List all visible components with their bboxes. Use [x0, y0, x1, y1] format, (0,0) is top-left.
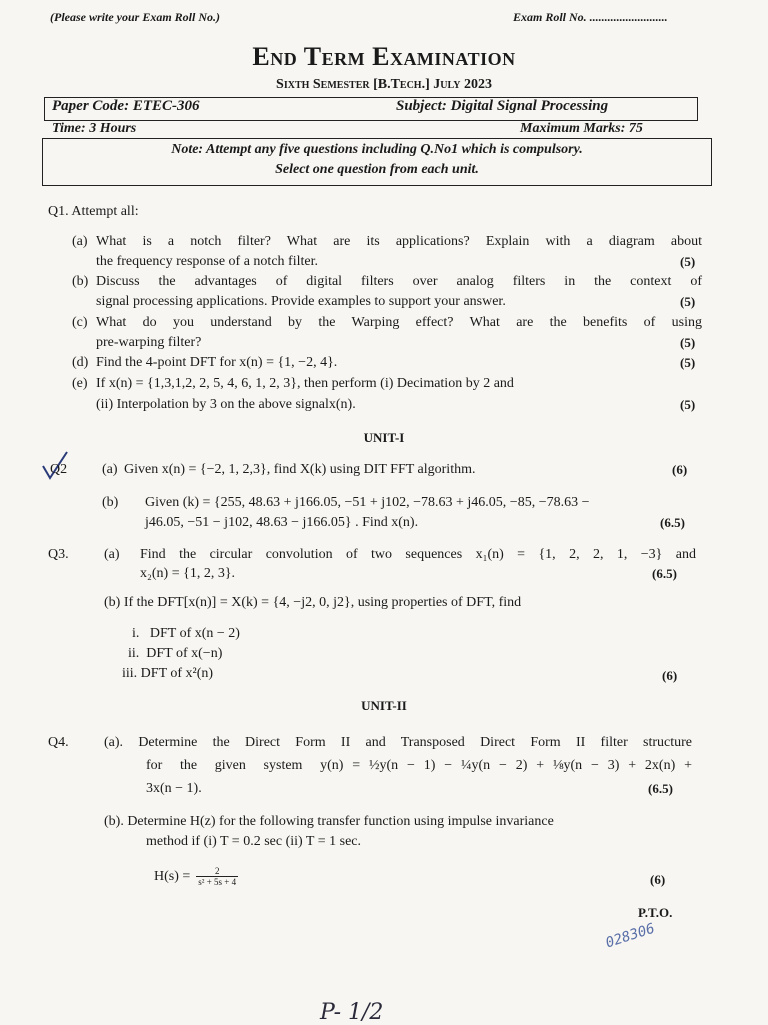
q1c-line2: pre-warping filter? [96, 335, 202, 350]
q3a-line2: x₂(n) = {1, 2, 3}. [140, 566, 236, 581]
subject: Subject: Digital Signal Processing [396, 98, 609, 114]
q3b-iii: iii. DFT of x²(n) [122, 666, 214, 681]
unit-1-heading: UNIT-I [363, 430, 405, 445]
q4b-marks: (6) [650, 872, 666, 887]
q1b-line2: signal processing applications. Provide examples to support your answer. [96, 294, 506, 309]
q2b-line2: j46.05, −51 − j102, 48.63 − j166.05} . Find x(n). [145, 515, 419, 530]
roll-number-field: Exam Roll No. .......................... [513, 10, 668, 24]
q3a-marks: (6.5) [652, 566, 677, 581]
transfer-function [154, 866, 238, 887]
exam-subtitle: Sixth Semester [B.Tech.] July 2023 [276, 77, 492, 92]
q4a-line3: 3x(n − 1). [146, 781, 202, 796]
q1d-line1: Find the 4-point DFT for x(n) = {1, −2, 4}. [96, 355, 338, 370]
q1e-tag: (e) [72, 376, 88, 391]
handwritten-serial: 028306 [603, 920, 657, 952]
hs-denominator: s² + 5s + 4 [198, 877, 237, 887]
hs-numerator: 2 [214, 866, 220, 876]
q3b-line1: (b) If the DFT[x(n)] = X(k) = {4, −j2, 0, j2}, using properties of DFT, find [104, 595, 522, 610]
paper-code: Paper Code: ETEC-306 [52, 98, 200, 114]
q1b-marks: (5) [680, 294, 696, 309]
pto-label: P.T.O. [638, 905, 673, 920]
roll-instruction: (Please write your Exam Roll No.) [50, 10, 220, 24]
q1e-line2: (ii) Interpolation by 3 on the above signalx(n). [96, 397, 356, 412]
q4-label: Q4. [48, 735, 69, 750]
q1c-line1: What do you understand by the Warping effect? What are the benefits of using [96, 315, 702, 330]
q1d-marks: (5) [680, 355, 696, 370]
note-line-1: Note: Attempt any five questions including Q.No1 which is compulsory. [171, 142, 583, 157]
q2b-tag: (b) [102, 495, 119, 510]
q1a-line1: What is a notch filter? What are its applications? Explain with a diagram about [96, 234, 702, 249]
q1e-marks: (5) [680, 397, 696, 412]
q1a-line2: the frequency response of a notch filter. [96, 254, 318, 269]
q3b-ii: ii. DFT of x(−n) [128, 646, 223, 661]
q1b-tag: (b) [72, 274, 89, 289]
q1b-line1: Discuss the advantages of digital filters over analog filters in the context of [96, 274, 702, 289]
q2a-tag: (a) [102, 462, 118, 477]
q2a-text: Given x(n) = {−2, 1, 2,3}, find X(k) using DIT FFT algorithm. [124, 462, 476, 477]
q3-label: Q3. [48, 547, 69, 562]
hs-fraction [196, 866, 238, 887]
q2a-marks: (6) [672, 462, 688, 477]
q3a-line1: Find the circular convolution of two sequences x₁(n) = {1, 2, 2, 1, −3} and [140, 547, 696, 562]
q4a-marks: (6.5) [648, 781, 673, 796]
page-mark: P- 1/2 [320, 1000, 384, 1025]
q4a-line1: (a). Determine the Direct Form II and Transposed Direct Form II filter structure [104, 735, 692, 750]
q3a-tag: (a) [104, 547, 120, 562]
note-line-2: Select one question from each unit. [275, 162, 479, 177]
q1e-line1: If x(n) = {1,3,1,2, 2, 5, 4, 6, 1, 2, 3}, then perform (i) Decimation by 2 and [96, 376, 514, 391]
q4b-line2: method if (i) T = 0.2 sec (ii) T = 1 sec. [146, 834, 361, 849]
hs-lhs: H(s) = [154, 868, 191, 884]
q2b-line1: Given (k) = {255, 48.63 + j166.05, −51 + j102, −78.63 + j46.05, −85, −78.63 − [145, 495, 590, 510]
q1a-marks: (5) [680, 254, 696, 269]
q2b-marks: (6.5) [660, 515, 685, 530]
q1a-tag: (a) [72, 234, 88, 249]
unit-2-heading: UNIT-II [361, 698, 407, 713]
exam-title: End Term Examination [252, 42, 516, 71]
time-allowed: Time: 3 Hours [52, 121, 137, 136]
q3b-i: i. DFT of x(n − 2) [132, 626, 240, 641]
q1c-tag: (c) [72, 315, 88, 330]
q1c-marks: (5) [680, 335, 696, 350]
q2-label: Q2 [50, 462, 68, 477]
q4b-line1: (b). Determine H(z) for the following transfer function using impulse invariance [104, 814, 554, 829]
q1-label: Q1. Attempt all: [48, 204, 139, 219]
q4a-line2: for the given system y(n) = ½y(n − 1) − ¼y(n − 2) + ⅛y(n − 3) + 2x(n) + [146, 758, 692, 773]
q3b-marks: (6) [662, 668, 678, 683]
maximum-marks: Maximum Marks: 75 [520, 121, 643, 136]
q1d-tag: (d) [72, 355, 89, 370]
